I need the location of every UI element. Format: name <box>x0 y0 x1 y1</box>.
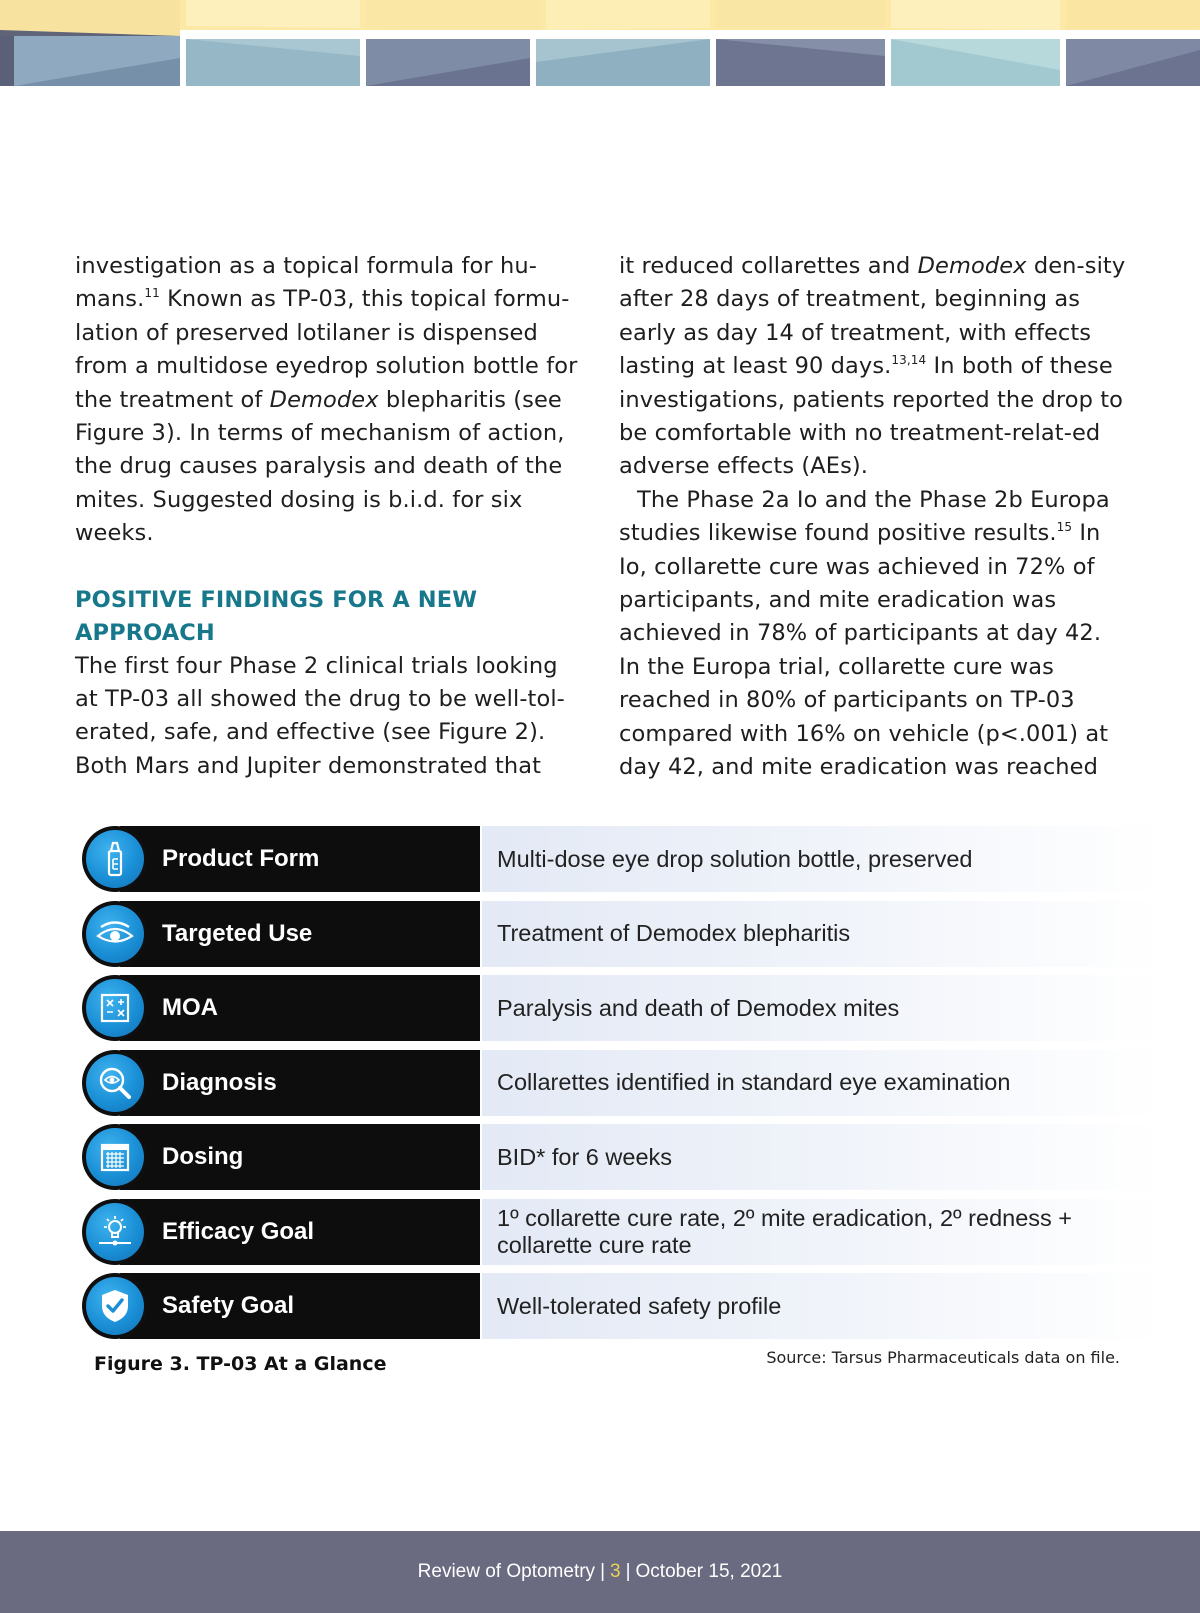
section-heading: POSITIVE FINDINGS FOR A NEW APPROACH <box>75 586 478 646</box>
figure-row-label: Diagnosis <box>162 1068 277 1096</box>
page-footer <box>0 1531 1200 1613</box>
magnifier-eye-icon <box>82 1050 148 1116</box>
paragraph-phase2: The first four Phase 2 clinical trials looking at TP-03 all showed the drug to be well-tol-erated, safe, and effective (see Figure 2). Both Mars and Jupiter demonstrated that <box>75 652 565 779</box>
geometric-banner-graphic <box>0 0 1200 86</box>
reference-15: 15 <box>1056 520 1073 535</box>
footer-text <box>0 1531 1200 1613</box>
figure-row-diagnosis <box>80 1050 1120 1116</box>
figure-row-targeted-use <box>80 901 1120 967</box>
figure-row-value: 1º collarette cure rate, 2º mite eradication, 2º redness + collarette cure rate <box>497 1204 1073 1258</box>
figure-source: Source: Tarsus Pharmaceuticals data on file. <box>766 1348 1120 1367</box>
figure-caption: Figure 3. TP-03 At a Glance <box>94 1353 387 1375</box>
figure-3-table <box>80 826 1120 1348</box>
issue-date: October 15, 2021 <box>635 1561 783 1582</box>
publication-name: Review of Optometry <box>417 1561 596 1582</box>
paragraph-mars-jupiter: it reduced collarettes and Demodex den-sity after 28 days of treatment, beginning as early as day 14 of treatment, with effects lasting at least 90 days.$^{13,14}$ In both of these investigations, patients reported the drop to be comfortable with no treatment-relat-ed adverse effects (AEs). <box>619 253 1126 480</box>
paragraph-io-europa: The Phase 2a Io and the Phase 2b Europa studies likewise found positive results.$^{15}$ In Io, collarette cure was achieved in 72% of participants, and mite eradication was achieved in 78% of participants at day 42. In the Europa trial, collarette cure was reached in 80% of participants on TP-03 compared with 16% on vehicle (p<.001) at day 42, and mite eradication was reached <box>619 486 1110 781</box>
figure-row-label: Dosing <box>162 1143 244 1170</box>
page-number: 3 <box>610 1561 621 1582</box>
figure-row-label: Safety Goal <box>162 1292 295 1319</box>
figure-row-value: BID* for 6 weeks <box>497 1143 673 1170</box>
figure-row-value-bar <box>482 1050 1162 1116</box>
figure-row-label: Targeted Use <box>162 919 313 947</box>
figure-row-value-bar <box>482 975 1162 1041</box>
figure-row-label: Product Form <box>162 845 320 872</box>
figure-row-label: Efficacy Goal <box>162 1217 315 1245</box>
figure-row-label: MOA <box>162 994 218 1021</box>
article-right-column <box>619 250 1129 785</box>
figure-row-value: Treatment of Demodex blepharitis <box>497 920 851 946</box>
figure-row-value-bar <box>482 1199 1162 1265</box>
figure-row-value-bar <box>482 826 1162 892</box>
footer-separator: | <box>625 1561 631 1582</box>
eye-icon <box>82 901 148 967</box>
header-banner <box>0 0 1200 86</box>
eyedrop-bottle-icon <box>82 826 148 892</box>
figure-row-value-bar <box>482 1273 1162 1339</box>
shield-check-icon <box>82 1273 148 1339</box>
figure-row-safety-goal <box>80 1273 1120 1339</box>
formula-board-icon <box>82 975 148 1041</box>
article-left-column <box>75 250 585 783</box>
figure-row-dosing <box>80 1124 1120 1190</box>
reference-13-14: 13,14 <box>891 353 927 368</box>
footer-separator: | <box>600 1561 605 1582</box>
figure-row-value: Collarettes identified in standard eye examination <box>497 1069 1011 1095</box>
calendar-icon <box>82 1124 148 1190</box>
figure-row-efficacy-goal <box>80 1199 1120 1265</box>
figure-row-product-form <box>80 826 1120 892</box>
figure-row-value: Multi-dose eye drop solution bottle, preserved <box>497 845 973 872</box>
reference-11: 11 <box>144 286 160 301</box>
figure-row-moa <box>80 975 1120 1041</box>
figure-row-value: Paralysis and death of Demodex mites <box>497 994 900 1021</box>
figure-row-value: Well-tolerated safety profile <box>497 1292 782 1319</box>
paragraph-intro: investigation as a topical formula for hu-mans.$^{11}$ Known as TP-03, this topical formu-lation of preserved lotilaner is dispensed from a multidose eyedrop solution bottle for the treatment of Demodex blepharitis (see Figure 3). In terms of mechanism of action, the drug causes paralysis and death of the mites. Suggested dosing is b.i.d. for six weeks. <box>75 253 578 547</box>
figure-row-value-bar <box>482 901 1162 967</box>
figure-row-value-bar <box>482 1124 1162 1190</box>
lightbulb-icon <box>82 1199 148 1265</box>
